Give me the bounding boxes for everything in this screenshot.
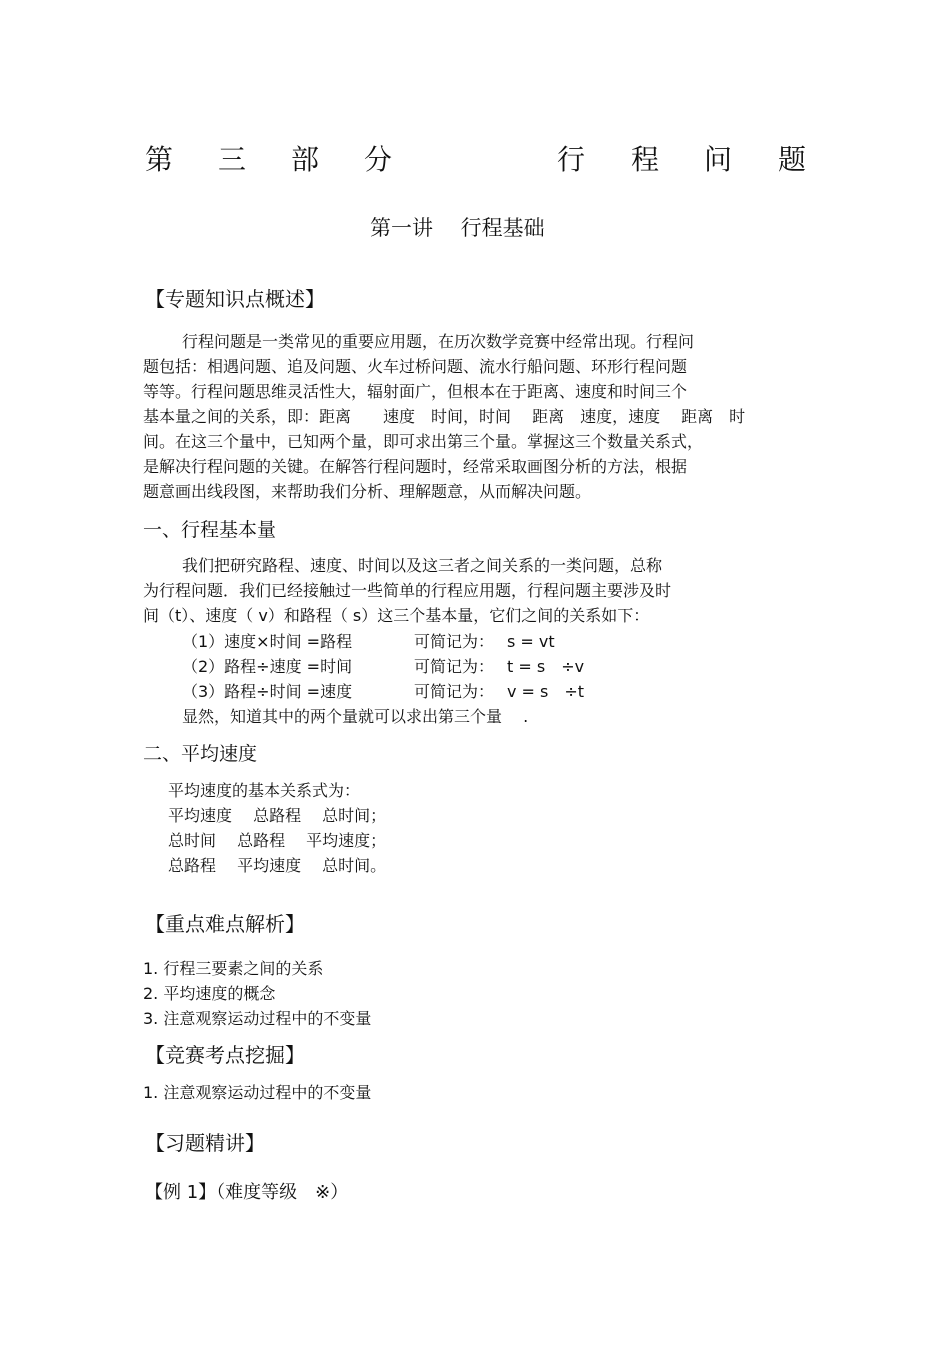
paragraph-line: 间（t）、速度（ v）和路程（ s）这三个基本量，它们之间的关系如下： <box>143 606 650 625</box>
formula-label: （1）速度×时间 =路程 <box>182 632 353 651</box>
list-item: 1. 注意观察运动过程中的不变量 <box>143 1083 372 1102</box>
paragraph-line: 总时间 总路程 平均速度； <box>168 831 387 850</box>
list-item: 1. 行程三要素之间的关系 <box>143 959 324 978</box>
formula-expr: t = s ÷v <box>507 657 585 676</box>
paragraph-line: 平均速度的基本关系式为： <box>168 781 361 800</box>
title-char: 问 <box>704 143 733 176</box>
list-item: 2. 平均速度的概念 <box>143 984 276 1003</box>
title-char: 部 <box>291 143 320 176</box>
paragraph-line: 题意画出线段图，来帮助我们分析、理解题意，从而解决问题。 <box>143 482 592 501</box>
paragraph-line: 间。在这三个量中，已知两个量，即可求出第三个量。掌握这三个数量关系式， <box>143 432 704 451</box>
example-label: 【例 1】（难度等级 ※） <box>145 1182 349 1203</box>
paragraph-line: 我们把研究路程、速度、时间以及这三者之间关系的一类问题，总称 <box>182 556 663 575</box>
lecture-subtitle: 第一讲 行程基础 <box>370 216 545 240</box>
formula-note: 可简记为： <box>414 657 495 676</box>
paragraph-line: 等等。行程问题思维灵活性大，辐射面广，但根本在于距离、速度和时间三个 <box>143 382 688 401</box>
basic-conclusion: 显然，知道其中的两个量就可以求出第三个量 . <box>182 707 529 726</box>
title-char: 题 <box>778 143 807 176</box>
paragraph-line: 行程问题是一类常见的重要应用题，在历次数学竞赛中经常出现。行程问 <box>182 332 695 351</box>
paragraph-line: 基本量之间的关系，即：距离 速度 时间，时间 距离 速度，速度 距离 时 <box>143 407 746 426</box>
paragraph-line: 总路程 平均速度 总时间。 <box>168 856 387 875</box>
paragraph-line: 平均速度 总路程 总时间； <box>168 806 387 825</box>
title-char: 程 <box>631 143 660 176</box>
section-average-heading: 二、平均速度 <box>143 743 258 765</box>
formula-note: 可简记为： <box>414 632 495 651</box>
title-char: 行 <box>557 143 586 176</box>
title-char: 第 <box>145 143 174 176</box>
title-char: 三 <box>218 143 247 176</box>
paragraph-line: 是解决行程问题的关键。在解答行程问题时，经常采取画图分析的方法，根据 <box>143 457 688 476</box>
formula-expr: s = vt <box>507 632 555 651</box>
contest-heading: 【竞赛考点挖掘】 <box>145 1043 305 1067</box>
formula-label: （3）路程÷时间 =速度 <box>182 682 353 701</box>
paragraph-line: 为行程问题．我们已经接触过一些简单的行程应用题，行程问题主要涉及时 <box>143 581 672 600</box>
formula-expr: v = s ÷t <box>507 682 585 701</box>
formula-note: 可简记为： <box>414 682 495 701</box>
formula-label: （2）路程÷速度 =时间 <box>182 657 353 676</box>
exercise-heading: 【习题精讲】 <box>145 1131 265 1155</box>
key-points-heading: 【重点难点解析】 <box>145 912 305 936</box>
title-char: 分 <box>364 143 393 176</box>
section-basic-heading: 一、行程基本量 <box>143 519 277 541</box>
list-item: 3. 注意观察运动过程中的不变量 <box>143 1009 372 1028</box>
paragraph-line: 题包括：相遇问题、追及问题、火车过桥问题、流水行船问题、环形行程问题 <box>143 357 688 376</box>
overview-heading: 【专题知识点概述】 <box>145 287 325 311</box>
